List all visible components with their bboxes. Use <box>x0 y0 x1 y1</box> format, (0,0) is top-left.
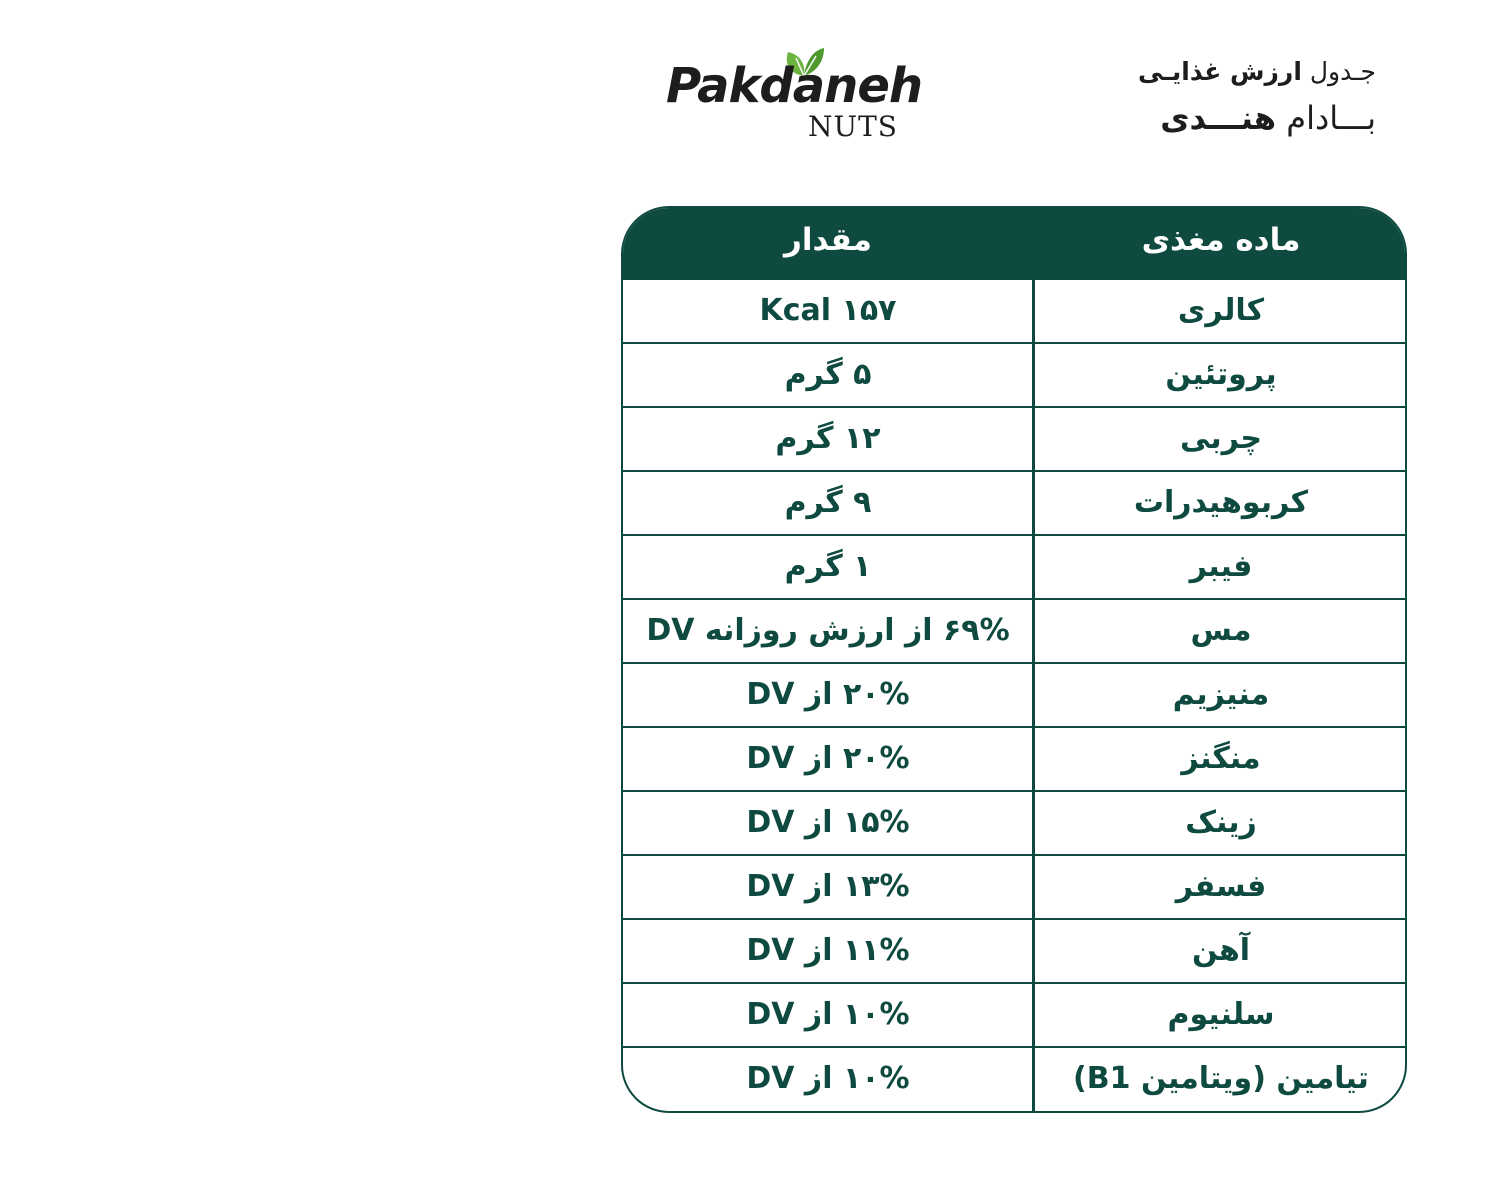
table-row <box>623 344 1405 408</box>
nutrient-amount: ۲۰% از DV <box>746 677 910 712</box>
nutrient-amount: ۱ گرم <box>784 549 872 584</box>
logo-wordmark: Pakdaneh <box>666 58 923 114</box>
table-row <box>623 984 1405 1048</box>
logo-subtext: NUTS <box>808 110 898 143</box>
column-divider <box>1032 280 1035 1113</box>
title-line2-strong: هنـــدی <box>1160 99 1277 137</box>
header-nutrient: ماده مغذی <box>1141 222 1301 258</box>
brand-logo <box>660 40 923 150</box>
nutrient-amount: ۱۱% از DV <box>746 933 910 968</box>
nutrient-amount: ۱۳% از DV <box>746 869 910 904</box>
table-header <box>623 208 1405 280</box>
nutrient-name: سلنیوم <box>1167 997 1275 1032</box>
table-row <box>623 728 1405 792</box>
nutrient-name: مس <box>1190 613 1252 648</box>
nutrient-name: تیامین (ویتامین B1) <box>1073 1061 1369 1096</box>
nutrient-amount: ۱۲ گرم <box>775 421 881 456</box>
table-row <box>623 472 1405 536</box>
nutrient-name: آهن <box>1191 933 1251 968</box>
nutrient-amount: ۱۵% از DV <box>746 805 910 840</box>
table-row <box>623 856 1405 920</box>
title-line2-prefix: بـــادام <box>1286 99 1376 137</box>
nutrient-amount: ۲۰% از DV <box>746 741 910 776</box>
table-row <box>623 920 1405 984</box>
table-row <box>623 600 1405 664</box>
table-row <box>623 408 1405 472</box>
nutrient-amount: ۱۰% از DV <box>746 1061 910 1096</box>
nutrient-amount: ۵ گرم <box>784 357 872 392</box>
title-line1-prefix: جـدول <box>1309 57 1376 86</box>
nutrient-name: فیبر <box>1189 549 1253 584</box>
nutrient-name: فسفر <box>1175 869 1267 904</box>
table-body <box>623 280 1405 1113</box>
nutrient-amount: ۶۹% از ارزش روزانه DV <box>646 613 1010 648</box>
nutrient-name: پروتئین <box>1165 357 1277 392</box>
table-row <box>623 1048 1405 1112</box>
table-row <box>623 280 1405 344</box>
nutrient-amount: Kcal ۱۵۷ <box>759 293 897 328</box>
nutrient-name: منیزیم <box>1172 677 1270 712</box>
table-row <box>623 664 1405 728</box>
title-line1-strong: ارزش غذایـی <box>1138 57 1302 86</box>
table-row <box>623 792 1405 856</box>
title-line-2 <box>1138 92 1376 144</box>
page-title <box>1138 52 1376 144</box>
nutrient-amount: ۹ گرم <box>784 485 872 520</box>
title-line-1 <box>1138 52 1376 92</box>
header-amount: مقدار <box>784 222 872 258</box>
nutrient-name: زینک <box>1185 805 1257 840</box>
nutrient-name: کربوهیدرات <box>1133 485 1309 520</box>
nutrient-name: کالری <box>1177 293 1265 328</box>
nutrient-amount: ۱۰% از DV <box>746 997 910 1032</box>
nutrient-name: منگنز <box>1181 741 1261 776</box>
nutrient-name: چربی <box>1180 421 1262 456</box>
table-row <box>623 536 1405 600</box>
nutrition-table <box>621 206 1407 1113</box>
